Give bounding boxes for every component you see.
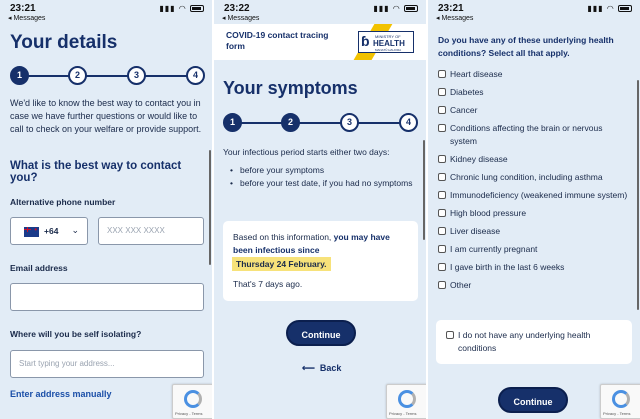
checkbox[interactable]: [438, 70, 446, 78]
ministry-of-health-logo: ɓ MINISTRY OF HEALTH MANATŪ HAUORA: [358, 31, 414, 53]
step-4: 4: [186, 66, 205, 85]
condition-high-blood-pressure[interactable]: High blood pressure: [438, 207, 630, 220]
step-3: 3: [127, 66, 146, 85]
scrollbar[interactable]: [637, 80, 639, 310]
battery-icon: [404, 5, 418, 12]
email-label: Email address: [10, 263, 68, 273]
checkbox[interactable]: [438, 227, 446, 235]
form-title: COVID-19 contact tracing form: [226, 30, 329, 51]
screen-your-details: [0, 0, 212, 419]
intro-text: We'd like to know the best way to contact you in case we have further questions or would like to call to check on your welfare or provide support.: [10, 98, 202, 134]
infectious-since-card: [223, 221, 418, 301]
address-input[interactable]: [10, 350, 204, 378]
country-code-select[interactable]: [10, 217, 88, 245]
recaptcha-icon: [398, 390, 416, 408]
condition-brain-nervous[interactable]: Conditions affecting the brain or nervous system: [438, 122, 630, 148]
scrollbar[interactable]: [209, 150, 211, 265]
condition-liver-disease[interactable]: Liver disease: [438, 225, 630, 238]
page-title: Your symptoms: [223, 78, 358, 98]
moh-emblem-icon: ɓ: [361, 33, 370, 49]
days-ago-text: That's 7 days ago.: [233, 279, 303, 289]
progress-stepper: [223, 113, 419, 133]
condition-gave-birth[interactable]: I gave birth in the last 6 weeks: [438, 261, 630, 274]
status-time: 23:21: [438, 3, 464, 14]
status-bar: [428, 0, 640, 24]
nz-flag-icon: [24, 227, 39, 237]
status-icons: ▮▮▮ ◠: [587, 4, 632, 13]
status-icons: ▮▮▮ ◠: [373, 4, 418, 13]
recaptcha-badge[interactable]: Privacy - Terms: [600, 384, 640, 419]
arrow-left-icon: ⟵: [302, 363, 315, 373]
recaptcha-icon: [612, 390, 630, 408]
country-code-value: +64: [44, 226, 59, 236]
isolation-label: Where will you be self isolating?: [10, 329, 142, 339]
checkbox[interactable]: [438, 106, 446, 114]
checkbox[interactable]: [438, 173, 446, 181]
condition-immunodeficiency[interactable]: Immunodeficiency (weakened immune system): [438, 189, 630, 202]
step-2: 2: [281, 113, 300, 132]
infectious-since-text: Based on this information, you may have been infectious since: [233, 232, 390, 255]
enter-address-manually-link[interactable]: Enter address manually: [10, 389, 112, 399]
infectious-date-highlight: Thursday 24 February.: [232, 257, 331, 271]
condition-pregnant[interactable]: I am currently pregnant: [438, 243, 630, 256]
recaptcha-icon: [184, 390, 202, 408]
checkbox[interactable]: [438, 88, 446, 96]
status-bar: [0, 0, 212, 24]
continue-button[interactable]: Continue: [286, 320, 356, 346]
screen-health-conditions: [428, 0, 640, 419]
condition-heart-disease[interactable]: Heart disease: [438, 68, 630, 81]
progress-stepper: [10, 66, 206, 86]
checkbox[interactable]: [438, 191, 446, 199]
recaptcha-badge[interactable]: Privacy - Terms: [172, 384, 212, 419]
step-4: 4: [399, 113, 418, 132]
checkbox[interactable]: [438, 281, 446, 289]
back-to-messages[interactable]: ◂ Messages: [222, 15, 260, 22]
step-2: 2: [68, 66, 87, 85]
conditions-list: [438, 68, 630, 297]
no-conditions-card[interactable]: [436, 320, 632, 364]
condition-other[interactable]: Other: [438, 279, 630, 292]
infectious-bullets: [230, 164, 416, 190]
condition-cancer[interactable]: Cancer: [438, 104, 630, 117]
phone-placeholder: XXX XXX XXXX: [107, 226, 165, 235]
scrollbar[interactable]: [423, 140, 425, 240]
infectious-period-text: Your infectious period starts either two days:: [223, 147, 390, 157]
conditions-question: Do you have any of these underlying health conditions? Select all that apply.: [438, 35, 614, 58]
email-input[interactable]: [10, 283, 204, 311]
checkbox[interactable]: [438, 245, 446, 253]
battery-icon: [190, 5, 204, 12]
checkbox[interactable]: [438, 155, 446, 163]
status-icons: ▮▮▮ ◠: [159, 4, 204, 13]
page-title: Your details: [10, 32, 118, 53]
status-time: 23:22: [224, 3, 250, 14]
back-to-messages[interactable]: ◂ Messages: [436, 15, 474, 22]
back-button[interactable]: ⟵ Back: [302, 363, 342, 373]
chevron-down-icon: ⌄: [71, 225, 79, 235]
form-header: [214, 24, 426, 60]
status-bar: [214, 0, 426, 24]
address-placeholder: Start typing your address...: [19, 359, 115, 368]
checkbox[interactable]: [446, 331, 454, 339]
battery-icon: [618, 5, 632, 12]
status-time: 23:21: [10, 3, 36, 14]
step-1: 1: [10, 66, 29, 85]
contact-question: What is the best way to contact you?: [10, 160, 182, 184]
checkbox[interactable]: [438, 263, 446, 271]
list-item: • before your symptoms: [230, 164, 416, 176]
back-to-messages[interactable]: ◂ Messages: [8, 15, 46, 22]
condition-chronic-lung[interactable]: Chronic lung condition, including asthma: [438, 171, 630, 184]
checkbox[interactable]: [438, 124, 446, 132]
screen-your-symptoms: [214, 0, 426, 419]
checkbox[interactable]: [438, 209, 446, 217]
condition-kidney-disease[interactable]: Kidney disease: [438, 153, 630, 166]
no-conditions-label: I do not have any underlying health conditions: [458, 330, 591, 353]
condition-diabetes[interactable]: Diabetes: [438, 86, 630, 99]
recaptcha-badge[interactable]: Privacy - Terms: [386, 384, 426, 419]
list-item: • before your test date, if you had no symptoms: [230, 177, 416, 189]
phone-input[interactable]: [98, 217, 204, 245]
phone-label: Alternative phone number: [10, 197, 116, 207]
step-1: 1: [223, 113, 242, 132]
continue-button[interactable]: Continue: [498, 387, 568, 413]
step-3: 3: [340, 113, 359, 132]
